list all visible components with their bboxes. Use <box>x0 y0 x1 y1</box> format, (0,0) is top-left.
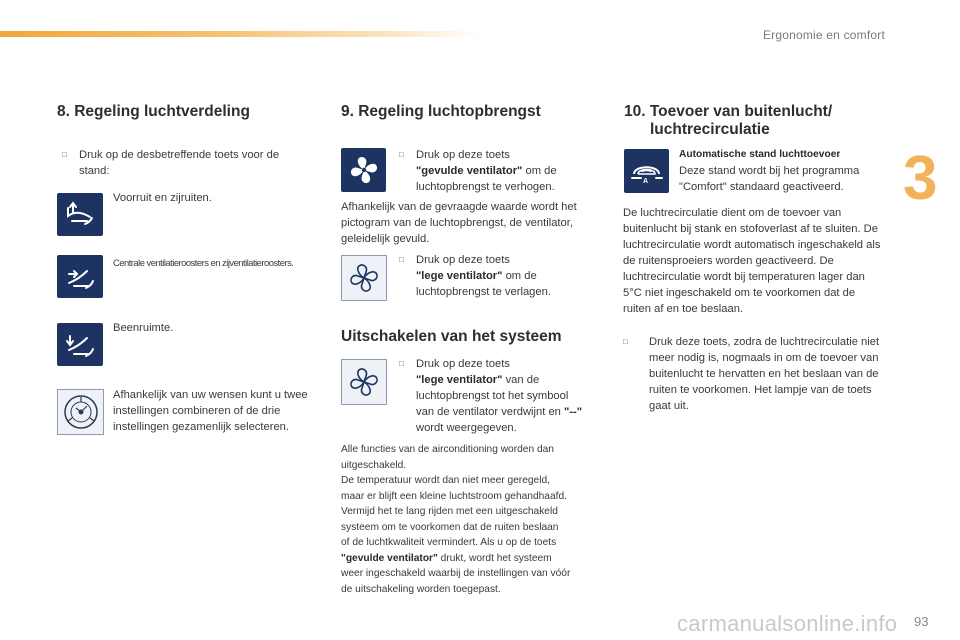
section-10-title-line2: luchtrecirculatie <box>650 121 770 138</box>
section-8-title: 8. Regeling luchtverdeling <box>57 103 250 120</box>
vents-label: Centrale ventilatieroosters en zijventilatieroosters. <box>113 257 294 268</box>
footwell-airflow-button[interactable] <box>57 323 103 366</box>
fan-empty-icon <box>347 365 381 399</box>
svg-text:A: A <box>642 178 648 185</box>
col1-intro: □ Druk op de desbetreffende toets voor de stand: <box>62 149 280 177</box>
note-line: maar er blijft een kleine luchtstroom gehandhaafd. <box>341 490 567 502</box>
auto-air-text: Automatische stand luchttoevoer Deze stand wordt bij het programma "Comfort" standaard geactiveerd. <box>679 149 860 193</box>
fan-off-text: □ Druk op deze toets "lege ventilator" van de luchtopbrengst tot het symbool van de ventilator verdwijnt en "--" wordt weergegeven. <box>399 358 583 434</box>
windshield-airflow-button[interactable] <box>57 193 103 236</box>
header-accent-bar <box>0 31 480 37</box>
section-10-title-line1: 10. Toevoer van buitenlucht/ <box>624 103 833 120</box>
windshield-label: Voorruit en zijruiten. <box>113 192 212 204</box>
note-line: weer ingeschakeld waarbij de instellingen van vóór <box>341 568 571 579</box>
fan-level-description: Afhankelijk van de gevraagde waarde wordt het pictogram van de luchtopbrengst, de ventilator, geleidelijk gevuld. <box>341 201 577 245</box>
combo-text: Afhankelijk van uw wensen kunt u twee instellingen combineren of de drie instellingen gezamenlijk selecteren. <box>113 389 308 433</box>
vents-airflow-icon <box>63 262 97 292</box>
vents-airflow-button[interactable] <box>57 255 103 298</box>
recirculation-bullet: □ Druk deze toets, zodra de luchtrecirculatie niet meer nodig is, nogmaals in om de toevoer van buitenlucht te hervatten en het beslaan van de ruiten te voorkomen. Het lampje van de toets gaat uit. <box>623 336 880 412</box>
fan-filled-icon <box>347 153 381 187</box>
note-line: of de luchtkwaliteit vermindert. Als u op de toets <box>341 537 557 548</box>
note-line: Vermijd het te lang rijden met een uitgeschakeld <box>341 506 558 517</box>
windshield-airflow-icon <box>63 200 97 230</box>
section-label: Ergonomie en comfort <box>762 28 885 42</box>
recirculation-text: De luchtrecirculatie dient om de toevoer van buitenlucht bij stank en stofoverlast af te sluiten. De luchtrecirculatie wordt automatisch ingeschakeld als de ruitensproeiers worden geactiveerd. De luchtrecirculatie wordt bij temperaturen lager dan 5°C niet ingeschakeld om te voorkomen dat de ruiten af en toe beslaan. <box>623 207 881 315</box>
note-line: de uitschakeling worden toegepast. <box>341 583 501 595</box>
note-line: "gevulde ventilator" drukt, wordt het systeem <box>341 552 552 564</box>
fan-off-button[interactable] <box>341 359 387 405</box>
note-line: De temperatuur wordt dan niet meer geregeld, <box>341 475 550 486</box>
footwell-airflow-icon <box>63 330 97 360</box>
chapter-number: 3 <box>903 144 938 213</box>
system-off-note <box>341 442 616 597</box>
system-off-title: Uitschakelen van het systeem <box>341 328 562 345</box>
note-line: Alle functies van de airconditioning worden dan <box>341 444 554 455</box>
section-10-title <box>624 103 832 139</box>
section-9-title: 9. Regeling luchtopbrengst <box>341 103 541 120</box>
page-number: 93 <box>914 614 929 629</box>
footwell-label: Beenruimte. <box>113 322 174 334</box>
auto-air-intake-button[interactable] <box>624 149 669 193</box>
fan-decrease-text: □ Druk op deze toets "lege ventilator" om de luchtopbrengst te verlagen. <box>399 254 551 298</box>
fan-increase-text: □ Druk op deze toets "gevulde ventilator" om de luchtopbrengst te verhogen. <box>399 149 557 193</box>
distribution-dial-button[interactable] <box>57 389 104 435</box>
note-line: uitgeschakeld. <box>341 459 407 471</box>
distribution-dial-icon <box>62 393 100 431</box>
fan-empty-icon <box>347 261 381 295</box>
fan-increase-button[interactable] <box>341 148 386 192</box>
note-line: systeem om te voorkomen dat de ruiten beslaan <box>341 521 559 533</box>
auto-recirculation-icon <box>629 156 665 186</box>
watermark: carmanualsonline.info <box>677 611 898 636</box>
fan-decrease-button[interactable] <box>341 255 387 301</box>
